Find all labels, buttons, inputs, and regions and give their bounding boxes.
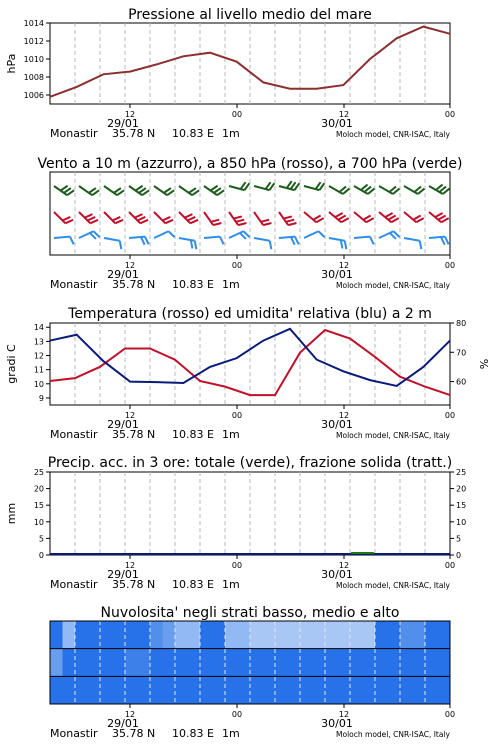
wind-barb-feather [445,236,449,244]
y-tick-label: 1008 [23,73,44,82]
y-axis-label: gradi C [5,344,18,384]
cloud-cell [163,621,176,649]
time-tick-label: 12 [338,710,350,719]
date-label: 30/01 [321,568,353,581]
cloud-cell [63,649,76,677]
time-tick-label: 00 [444,411,456,420]
location-lat: 35.78 N [112,428,156,441]
y-tick-label: 15 [33,501,44,511]
y-axis-label: mm [5,502,18,525]
wind-barb-feather [268,241,272,249]
y2-tick-label: 15 [456,501,467,511]
wind-barb [304,178,324,191]
location-lat: 35.78 N [112,727,156,740]
location-name: Monastir [50,578,98,591]
cloud-cell [75,621,88,649]
cloud-cell [313,621,326,649]
wind-barb [54,236,74,246]
cloud-cell [175,676,188,704]
time-tick-label: 12 [338,261,350,270]
time-tick-label: 00 [444,561,456,570]
cloud-cell [375,676,388,704]
cloud-cell [250,649,263,677]
location-lat: 35.78 N [112,127,156,140]
wind-barb [104,179,124,196]
wind-barb [179,179,199,196]
cloud-cell [413,649,426,677]
cloud-cell [100,649,113,677]
cloud-cell [50,676,63,704]
cloud-cell [338,676,351,704]
location-lon: 10.83 E [172,727,214,740]
cloud-cell [275,676,288,704]
wind-barb [154,206,173,225]
wind-barb [279,236,299,246]
wind-barb-feather [319,230,325,239]
wind-barb [279,207,296,227]
cloud-cell [50,649,63,677]
cloud-cell [263,676,276,704]
cloud-cell [388,621,401,649]
wind-barb [104,206,123,225]
precip-bar [351,552,374,554]
model-credit: Moloch model, CNR-ISAC, Italy [336,431,450,440]
cloud-cell [338,649,351,677]
date-label: 30/01 [321,268,353,281]
time-tick-label: 00 [444,110,456,119]
cloud-cell [325,621,338,649]
wind-barb [79,206,98,225]
wind-barb-staff [179,238,195,241]
cloud-cell [350,649,363,677]
time-tick-label: 00 [231,110,243,119]
cloud-cell [238,621,251,649]
wind-barb [379,230,400,245]
time-tick-label: 12 [124,710,136,719]
wind-barb-staff [429,237,445,238]
wind-barb [354,206,374,224]
cloud-cell [300,621,313,649]
wind-barb-feather [418,241,422,249]
cloud-cell [388,649,401,677]
cloud-cell [113,676,126,704]
cloud-cell [200,649,213,677]
wind-barb [54,179,74,196]
plot-frame [50,23,450,104]
cloud-cell [413,621,426,649]
wind-barb [154,230,175,245]
date-label: 29/01 [107,268,139,281]
cloud-cell [100,676,113,704]
cloud-cell [188,649,201,677]
y2-axis-label: % [478,358,491,370]
cloud-cell [163,676,176,704]
time-tick-label: 12 [124,261,136,270]
wind-barb-staff [304,231,319,238]
cloud-cell [438,621,451,649]
wind-barb-staff [54,212,65,223]
cloud-cell [425,621,438,649]
wind-barb-feather [291,237,295,245]
cloud-cell [250,621,263,649]
y-tick-label: 20 [33,484,44,494]
wind-barb [253,238,273,249]
chart-title: Pressione al livello medio del mare [128,7,372,23]
y-tick-label: 25 [33,468,44,477]
cloud-cell [88,649,101,677]
wind-barb-staff [104,238,120,241]
cloud-cell [75,649,88,677]
wind-barb [103,238,123,249]
time-tick-label: 00 [231,561,243,570]
wind-barb [328,238,348,249]
wind-barb-feather [169,230,175,239]
wind-barb [79,230,100,245]
y-tick-label: 9 [38,393,44,403]
wind-barb [404,179,424,195]
wind-barb [304,206,324,224]
wind-barb-feather [370,236,374,244]
cloud-cell [163,649,176,677]
time-tick-label: 12 [338,110,350,119]
location-elevation: 1m [222,578,240,591]
cloud-cell [238,676,251,704]
y-tick-label: 10 [33,517,44,527]
cloud-cell [250,676,263,704]
cloud-cell [88,676,101,704]
wind-barb-feather [441,237,445,245]
y-axis-label: hPa [5,53,18,74]
model-credit: Moloch model, CNR-ISAC, Italy [336,581,450,590]
wind-barb [379,179,399,195]
cloud-cell [263,621,276,649]
wind-barb [354,179,374,195]
cloud-cell [263,649,276,677]
wind-barb-staff [54,237,70,238]
location-lon: 10.83 E [172,127,214,140]
cloud-cell [125,676,138,704]
wind-barb-staff [354,212,366,222]
y-tick-label: 11 [33,365,44,375]
date-label: 29/01 [107,568,139,581]
location-elevation: 1m [222,278,240,291]
cloud-cell [75,676,88,704]
wind-barb-staff [204,237,220,238]
y-tick-label: 1006 [23,91,44,100]
cloud-cell [425,649,438,677]
wind-barb-staff [104,212,115,223]
location-name: Monastir [50,428,98,441]
wind-barb-staff [279,237,295,238]
date-label: 30/01 [321,717,353,730]
cloud-cell [213,676,226,704]
cloud-cell [150,649,163,677]
wind-barb [429,236,449,246]
wind-barb-staff [154,231,169,238]
cloud-cell [288,621,301,649]
wind-barb [204,207,221,227]
cloud-cell [113,621,126,649]
location-lon: 10.83 E [172,278,214,291]
cloud-cell [138,676,151,704]
wind-barb [229,230,250,245]
cloud-cell [225,621,238,649]
y-tick-label: 12 [33,351,44,361]
location-name: Monastir [50,727,98,740]
cloud-cell [363,676,376,704]
cloud-cell [88,621,101,649]
cloud-cell [200,676,213,704]
wind-barb [129,206,148,225]
wind-barb [179,206,198,225]
wind-barb-feather [70,236,74,244]
wind-barb [154,179,174,196]
chart-title: Nuvolosita' negli strati basso, medio e alto [100,605,400,621]
location-name: Monastir [50,127,98,140]
cloud-cell [125,649,138,677]
wind-barb-staff [304,212,316,222]
cloud-cell [350,621,363,649]
cloud-cell [50,621,63,649]
date-label: 29/01 [107,418,139,431]
chart-title: Precip. acc. in 3 ore: totale (verde), frazione solida (tratt.) [47,455,453,471]
cloud-cell [313,676,326,704]
wind-barb-feather [141,237,145,245]
wind-barb-feather [145,236,149,244]
y-tick-label: 14 [33,323,44,333]
cloud-cell [225,676,238,704]
cloud-cell [275,621,288,649]
cloud-cell [100,621,113,649]
wind-barb-staff [179,186,192,195]
cloud-cell [225,649,238,677]
wind-barb-feather [220,236,224,244]
location-elevation: 1m [222,127,240,140]
wind-barb [54,206,73,225]
cloud-cell [313,649,326,677]
chart-title: Temperatura (rosso) ed umidita' relativa (blu) a 2 m [68,306,432,322]
wind-barb [403,238,423,249]
wind-barb-feather [193,241,197,249]
cloud-cell [300,649,313,677]
wind-barb-staff [329,238,345,241]
y2-tick-label: 0 [456,551,462,560]
wind-barb [129,179,149,196]
y2-tick-label: 20 [456,484,467,494]
cloud-cell [150,676,163,704]
wind-barb [429,179,449,195]
wind-barb [429,206,449,224]
y2-tick-label: 60 [456,377,467,387]
wind-barb-feather [118,241,122,249]
wind-barb [229,207,246,227]
cloud-cell [213,649,226,677]
cloud-cell [138,621,151,649]
cloud-cell [438,676,451,704]
cloud-cell [175,621,188,649]
cloud-cell [425,676,438,704]
cloud-cell [213,621,226,649]
model-credit: Moloch model, CNR-ISAC, Italy [336,130,450,139]
cloud-cell [338,621,351,649]
wind-barb [204,179,224,196]
wind-barb-feather [343,241,347,249]
time-tick-label: 12 [338,561,350,570]
wind-barb [204,236,224,246]
cloud-cell [363,621,376,649]
chart-title: Vento a 10 m (azzurro), a 850 hPa (rosso), a 700 hPa (verde) [37,156,463,172]
location-lon: 10.83 E [172,578,214,591]
y2-tick-label: 10 [456,517,467,527]
cloud-cell [375,649,388,677]
wind-barb [254,207,271,227]
cloud-cell [238,649,251,677]
location-elevation: 1m [222,727,240,740]
y-tick-label: 10 [33,379,44,389]
location-elevation: 1m [222,428,240,441]
model-credit: Moloch model, CNR-ISAC, Italy [336,281,450,290]
cloud-cell [200,621,213,649]
wind-barb-staff [354,237,370,238]
y2-tick-label: 70 [456,348,467,358]
cloud-cell [325,649,338,677]
wind-barb [304,230,325,245]
wind-barb-feather [295,236,299,244]
cloud-cell [138,649,151,677]
cloud-cell [63,621,76,649]
time-tick-label: 00 [231,261,243,270]
y-tick-label: 1014 [23,19,44,28]
wind-barb [279,178,299,191]
cloud-cell [413,676,426,704]
cloud-cell [288,676,301,704]
wind-barb [329,179,349,195]
y-tick-label: 1010 [23,55,44,64]
wind-barb-staff [404,212,416,222]
wind-barb [329,206,349,224]
cloud-cell [175,649,188,677]
wind-barb-staff [254,238,270,241]
cloud-cell [400,621,413,649]
y-tick-label: 5 [38,534,44,544]
wind-barb-staff [254,212,263,225]
location-name: Monastir [50,278,98,291]
cloud-cell [288,649,301,677]
cloud-cell [375,621,388,649]
wind-barb-staff [204,212,213,225]
location-lon: 10.83 E [172,428,214,441]
wind-barb [404,206,424,224]
time-tick-label: 12 [124,411,136,420]
cloud-cell [363,649,376,677]
cloud-cell [400,676,413,704]
wind-barb-staff [154,212,165,223]
wind-barb [354,236,374,246]
cloud-cell [350,676,363,704]
cloud-cell [188,621,201,649]
location-lat: 35.78 N [112,578,156,591]
time-tick-label: 00 [231,710,243,719]
wind-barb [178,238,198,249]
date-label: 29/01 [107,717,139,730]
wind-barb-staff [104,186,117,195]
cloud-cell [188,676,201,704]
date-label: 30/01 [321,117,353,130]
time-tick-label: 00 [444,261,456,270]
cloud-cell [150,621,163,649]
wind-barb [379,206,399,224]
cloud-cell [325,676,338,704]
wind-barb-staff [404,238,420,241]
y2-tick-label: 5 [456,534,462,544]
y-tick-label: 1012 [23,37,44,46]
cloud-cell [275,649,288,677]
y-tick-label: 0 [38,551,44,560]
y2-tick-label: 80 [456,319,467,328]
wind-barb-staff [79,212,90,223]
date-label: 30/01 [321,418,353,431]
time-tick-label: 12 [124,110,136,119]
wind-barb-staff [129,237,145,238]
time-tick-label: 12 [338,411,350,420]
date-label: 29/01 [107,117,139,130]
wind-barb-staff [79,186,92,195]
wind-barb [229,178,249,191]
cloud-cell [113,649,126,677]
cloud-cell [63,676,76,704]
y2-tick-label: 25 [456,468,467,477]
time-tick-label: 00 [231,411,243,420]
cloud-cell [438,649,451,677]
model-credit: Moloch model, CNR-ISAC, Italy [336,730,450,739]
wind-barb [129,236,149,246]
time-tick-label: 12 [124,561,136,570]
y-tick-label: 13 [33,337,44,347]
cloud-cell [125,621,138,649]
cloud-cell [400,649,413,677]
time-tick-label: 00 [444,710,456,719]
wind-barb [79,179,99,196]
wind-barb [254,178,274,191]
plot-frame [50,323,450,405]
cloud-cell [300,676,313,704]
location-lat: 35.78 N [112,278,156,291]
wind-barb-staff [154,186,167,195]
cloud-cell [388,676,401,704]
